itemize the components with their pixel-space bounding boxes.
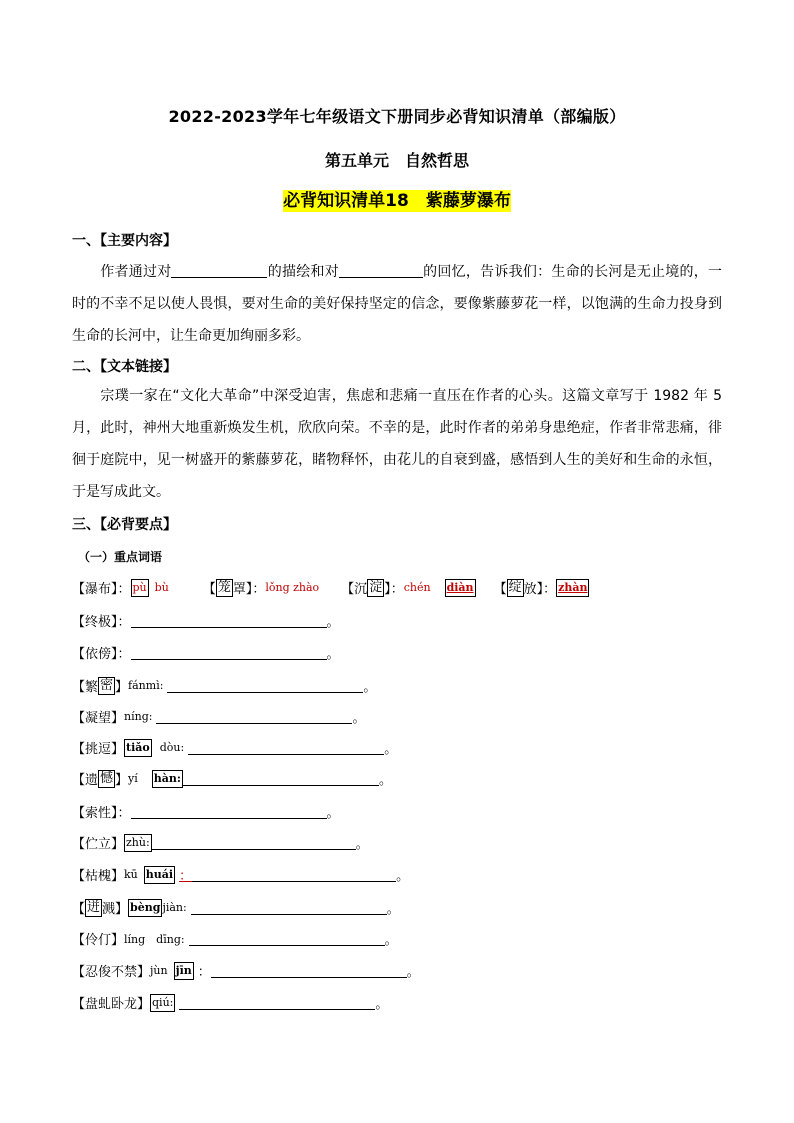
period: 。 <box>352 711 366 726</box>
vocab-row <box>72 676 376 695</box>
pinyin: chén <box>403 581 431 594</box>
vocab-row <box>72 611 340 630</box>
vocab-word: 【繁 <box>72 680 99 695</box>
colon: ： <box>197 965 211 980</box>
vocab-word: 】 <box>115 773 129 788</box>
pinyin-box: pù <box>131 579 149 597</box>
answer-blank[interactable] <box>156 709 352 724</box>
vocab-word: 【依傍】： <box>72 647 131 662</box>
answer-blank[interactable] <box>183 771 379 786</box>
vocab-word: 放】： <box>523 582 557 597</box>
pinyin: bù <box>154 581 169 594</box>
pinyin: níng: <box>124 710 153 723</box>
pinyin-box: zhàn <box>556 579 589 597</box>
period: 。 <box>326 647 340 662</box>
period: 。 <box>363 680 377 695</box>
period: 。 <box>375 997 389 1012</box>
vocab-word: 【枯槐】 <box>72 869 125 884</box>
vocab-word: 【伶仃】 <box>72 933 125 948</box>
vocab-word: 【忍俊不禁】 <box>72 965 151 980</box>
period: 。 <box>406 965 420 980</box>
section-heading-main-content: 一、【主要内容】 <box>72 233 177 249</box>
pinyin-box: diàn <box>445 579 476 597</box>
vocab-word: 【 <box>493 582 507 597</box>
vocab-word: 【 <box>202 582 216 597</box>
answer-blank[interactable] <box>171 262 267 278</box>
answer-blank[interactable] <box>152 835 356 850</box>
vocab-row <box>72 961 420 980</box>
vocab-word: 溅】 <box>102 902 129 917</box>
subsection-key-words: （一）重点词语 <box>78 550 163 564</box>
vocab-row <box>72 769 392 788</box>
main-content-text-b: 的描绘和对 <box>267 264 339 280</box>
answer-blank[interactable] <box>131 804 327 819</box>
vocab-word: 【索性】： <box>72 806 131 821</box>
answer-blank[interactable] <box>179 995 375 1010</box>
period: 。 <box>355 837 369 852</box>
vocab-row <box>72 993 388 1012</box>
pinyin: kū <box>124 868 138 881</box>
period: 。 <box>384 933 398 948</box>
char-box: 绽 <box>508 579 522 595</box>
vocab-row <box>72 643 340 662</box>
period: 。 <box>384 742 398 757</box>
vocab-row <box>72 707 365 726</box>
main-content-text-c: 的回忆，告诉我们：生命的长河是无止境的，一时的不幸不足以使人畏惧，要对生命的美好保持坚定的信念，要像紫藤萝花一样，以饱满的生命力投身到生命的长河中，让生命更加绚丽多彩。 <box>72 264 723 344</box>
char-box: 淀 <box>369 579 383 595</box>
pinyin-box: jīn <box>174 962 194 980</box>
period: 。 <box>378 773 392 788</box>
vocab-word: 【终极】： <box>72 615 131 630</box>
pinyin-box: hàn: <box>152 770 183 788</box>
list-title-highlight: 必背知识清单18 紫藤萝瀑布 <box>283 191 511 211</box>
vocab-word: 【 <box>72 902 86 917</box>
pinyin: jiàn: <box>162 901 187 914</box>
pinyin-box: zhù: <box>124 834 152 852</box>
vocab-row <box>72 578 589 597</box>
pinyin: dòu: <box>159 741 185 754</box>
answer-blank[interactable] <box>339 262 423 278</box>
main-content-text-a: 作者通过对 <box>100 264 172 280</box>
period: 。 <box>326 806 340 821</box>
answer-blank[interactable] <box>188 740 384 755</box>
vocab-row <box>72 865 409 884</box>
vocab-row <box>72 833 369 852</box>
vocab-word: 】： <box>384 582 404 597</box>
pinyin-box: bèng <box>128 899 162 917</box>
vocab-word: 【沉 <box>341 582 368 597</box>
answer-blank[interactable] <box>192 867 396 882</box>
char-box: 笼 <box>217 579 231 595</box>
pinyin: lǒng zhào <box>265 581 320 594</box>
vocab-word: 【凝望】 <box>72 711 125 726</box>
vocab-word: 【遗 <box>72 773 99 788</box>
answer-blank[interactable] <box>211 963 407 978</box>
vocab-row <box>72 929 398 948</box>
document-title: 2022-2023学年七年级语文下册同步必背知识清单（部编版） <box>168 107 626 126</box>
pinyin-box: huái <box>144 866 175 884</box>
list-title <box>0 186 794 211</box>
vocab-word: 【瀑布】： <box>72 582 131 597</box>
section-heading-key-points: 三、【必背要点】 <box>72 517 177 533</box>
vocab-row <box>72 738 397 757</box>
pinyin: yí <box>128 772 138 785</box>
answer-blank[interactable] <box>191 900 387 915</box>
vocab-word: 【挑逗】 <box>72 742 125 757</box>
char-box: 密 <box>100 677 114 693</box>
char-box: 迸 <box>87 899 101 915</box>
char-box: 憾 <box>100 770 114 786</box>
answer-blank[interactable] <box>189 931 385 946</box>
vocab-word: 【伫立】 <box>72 837 125 852</box>
pinyin: jùn <box>150 964 168 977</box>
vocab-row <box>72 802 340 821</box>
period: 。 <box>326 615 340 630</box>
pinyin-box: qiú: <box>150 994 175 1012</box>
unit-title: 第五单元 自然哲思 <box>324 151 469 170</box>
text-link-paragraph <box>72 380 722 508</box>
period: 。 <box>396 869 410 884</box>
section-heading-text-link: 二、【文本链接】 <box>72 359 177 375</box>
vocab-row <box>72 898 400 917</box>
main-content-paragraph <box>72 256 722 352</box>
answer-blank[interactable] <box>167 678 363 693</box>
pinyin: líng dīng: <box>124 932 185 946</box>
pinyin: fánmì: <box>128 679 164 692</box>
vocab-word: 罩】： <box>232 582 266 597</box>
pinyin-box: tiǎo <box>124 739 152 757</box>
vocab-word: 【盘虬卧龙】 <box>72 997 151 1012</box>
text-link-text: 宗璞一家在“文化大革命”中深受迫害，焦虑和悲痛一直压在作者的心头。这篇文章写于 1982 年 5 月，此时，神州大地重新焕发生机，欣欣向荣。不幸的是，此时作者的弟弟身患绝症，作者非常悲痛，徘徊于庭院中，见一树盛开的紫藤萝花，睹物释怀，由花儿的自衰到盛，感悟到人生的美好和生命的永恒，于是写成此文。 <box>72 388 722 500</box>
period: 。 <box>386 902 400 917</box>
colon: ： <box>179 869 193 884</box>
vocab-word: 】 <box>115 680 129 695</box>
answer-blank[interactable] <box>131 645 327 660</box>
answer-blank[interactable] <box>131 613 327 628</box>
